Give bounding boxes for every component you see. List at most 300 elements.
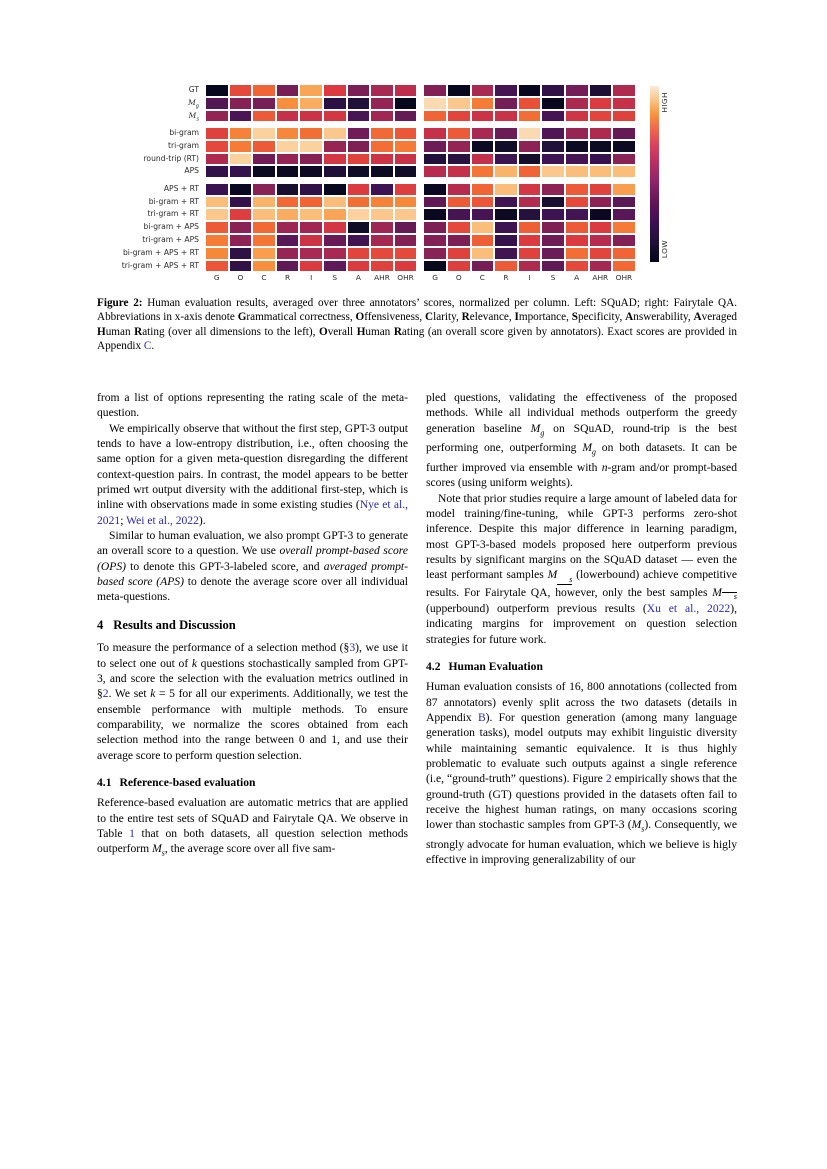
heatmap-cell xyxy=(205,140,229,153)
caption-abbrev-rest-3: elevance, xyxy=(469,311,515,324)
paragraph-left-5 xyxy=(97,795,408,861)
heatmap-row xyxy=(423,183,635,196)
heatmap-cell xyxy=(229,183,253,196)
paragraph-left-1 xyxy=(97,390,408,421)
heatmap-cell xyxy=(276,97,300,110)
heatmap-row-label: tri-gram + APS + RT xyxy=(121,260,199,270)
heatmap-row-label: $M_g$ xyxy=(187,97,199,110)
math-k-2: k xyxy=(150,687,156,701)
heatmap-cell xyxy=(252,234,276,247)
heatmap-cell xyxy=(370,234,394,247)
section-4-number: 4 xyxy=(97,617,104,632)
heatmap-cell xyxy=(276,110,300,123)
heatmap-cell xyxy=(394,247,418,260)
heatmap-cell xyxy=(447,84,471,97)
paragraph-left-4-text-b: ), we use it to select one out of xyxy=(97,641,408,670)
heatmap-cell xyxy=(299,196,323,209)
paragraph-left-2-text-b: ). xyxy=(198,513,206,527)
heatmap-cell xyxy=(589,153,613,166)
heatmap-cell xyxy=(252,84,276,97)
heatmap-row-labels xyxy=(97,84,205,272)
heatmap-row xyxy=(205,247,417,260)
paragraph-left-3-text-c: to denote the average score over all individual meta-questions. xyxy=(97,575,408,604)
heatmap-cell xyxy=(612,153,636,166)
heatmap-x-tick: I xyxy=(528,273,531,283)
heatmap-cell xyxy=(589,208,613,221)
figure-caption xyxy=(97,296,737,354)
heatmap-cell xyxy=(494,208,518,221)
heatmap-row xyxy=(205,221,417,234)
paragraph-left-3 xyxy=(97,528,408,605)
heatmap-cell xyxy=(471,234,495,247)
heatmap-cell xyxy=(541,183,565,196)
heatmap-cell xyxy=(471,153,495,166)
paragraph-left-2 xyxy=(97,421,408,528)
heatmap-row-label: round-trip (RT) xyxy=(143,153,199,163)
heatmap-cell xyxy=(252,183,276,196)
heatmap-row xyxy=(205,183,417,196)
heatmap-cell xyxy=(423,183,447,196)
heatmap-cell xyxy=(394,110,418,123)
heatmap-cell xyxy=(347,183,371,196)
heatmap-cell xyxy=(447,247,471,260)
paragraph-right-2-text-d: ), indicating margins for improvement on question selection strategies for future work. xyxy=(426,601,737,646)
heatmap-cell xyxy=(347,208,371,221)
heatmap-x-tick: AHR xyxy=(374,273,390,283)
heatmap-cell xyxy=(565,247,589,260)
caption-abbrev-rest-0: rammatical correctness, xyxy=(246,311,356,324)
heatmap-cell xyxy=(541,247,565,260)
paragraph-right-3-text-c: empirically shows that the ground-truth (GT) questions provided in the datasets often fail to receive the highest human ratings, on many occasions scoring lower than stochastic samples from GPT-3 ( xyxy=(426,772,737,832)
heatmap-cell xyxy=(612,165,636,178)
heatmap-cell xyxy=(229,247,253,260)
subsection-4-1-number: 4.1 xyxy=(97,775,112,789)
heatmap-x-tick: S xyxy=(332,273,338,283)
heatmap-cell xyxy=(612,247,636,260)
paragraph-right-1 xyxy=(426,390,737,491)
caption-bold-H: H xyxy=(97,325,106,338)
heatmap-cell xyxy=(229,196,253,209)
heatmap-cell xyxy=(370,127,394,140)
heatmap-cell xyxy=(347,247,371,260)
heatmap-cell xyxy=(323,127,347,140)
heatmap-cell xyxy=(494,153,518,166)
heatmap-cell xyxy=(276,140,300,153)
paragraph-left-4-text-c: questions stochastically sampled from GPT-3, and score the selection with the evaluation metrics outlined in § xyxy=(97,656,408,701)
paragraph-right-2-text-a: Note that prior studies require a large amount of labeled data for model training/fine-tuning, while GPT-3 performs zero-shot inference. Despite this major difference in learning paradigm, most GPT-3-based models proposed here outperform previous results by significant margins on the SQuAD dataset — even the least performant samples xyxy=(426,491,737,582)
heatmap-cell xyxy=(612,234,636,247)
heatmap-cell xyxy=(565,110,589,123)
heatmap-cell xyxy=(370,208,394,221)
caption-abbrev-bold-2: C xyxy=(425,311,434,324)
heatmap-cell xyxy=(394,153,418,166)
heatmap-cell xyxy=(299,165,323,178)
heatmap-row xyxy=(423,97,635,110)
heatmap-cell xyxy=(347,221,371,234)
heatmap-cell xyxy=(518,84,542,97)
heatmap-row xyxy=(205,110,417,123)
paragraph-right-2 xyxy=(426,491,737,647)
heatmap-row xyxy=(423,196,635,209)
heatmap-row xyxy=(423,247,635,260)
heatmap-cell xyxy=(494,183,518,196)
math-ms-upperbound: M $_s$ xyxy=(712,585,737,601)
heatmap-cell xyxy=(494,234,518,247)
heatmap-cell xyxy=(323,140,347,153)
heatmap-cell xyxy=(471,97,495,110)
heatmap-cell xyxy=(394,196,418,209)
heatmap-cell xyxy=(423,165,447,178)
heatmap-row-group xyxy=(423,84,635,122)
heatmap-cell xyxy=(471,127,495,140)
heatmap-row xyxy=(423,234,635,247)
heatmap-cell xyxy=(370,196,394,209)
heatmap-cell xyxy=(229,110,253,123)
heatmap-cell xyxy=(541,97,565,110)
heatmap-row xyxy=(205,84,417,97)
heatmap-cell xyxy=(518,247,542,260)
heatmap-x-tick: A xyxy=(355,273,361,283)
heatmap-cell xyxy=(323,165,347,178)
heatmap-cell xyxy=(323,110,347,123)
heatmap-cell xyxy=(370,260,394,273)
paragraph-left-4-text-a: To measure the performance of a selection method (§ xyxy=(97,641,350,655)
heatmap-x-tick: O xyxy=(455,273,462,283)
heatmap-cell xyxy=(589,260,613,273)
paragraph-left-5-text-c: , the average score over all five sam- xyxy=(164,842,336,856)
caption-bold-O: O xyxy=(318,325,328,338)
heatmap-cell xyxy=(347,127,371,140)
caption-text-7: ating (an overall score given by annotators). Exact scores are provided in Appendix xyxy=(97,325,738,353)
caption-bold-R2: R xyxy=(393,325,402,338)
heatmap-cell xyxy=(229,84,253,97)
heatmap-cell xyxy=(370,110,394,123)
heatmap-cell xyxy=(347,153,371,166)
paragraph-left-3-text-a: Similar to human evaluation, we also prompt GPT-3 to generate an overall score to a question. We use xyxy=(97,529,408,558)
paragraph-right-3-text-a: Human evaluation consists of 16, 800 annotations (collected from 87 annotators) evenly split across the two datasets (details in Appendix xyxy=(426,680,737,724)
heatmap-cell xyxy=(494,196,518,209)
heatmap-cell xyxy=(589,97,613,110)
heatmap-cell xyxy=(299,208,323,221)
heatmap-cell xyxy=(589,110,613,123)
paragraph-right-1-text-a: pled questions, validating the effectiveness of the proposed methods. While all individual methods outperform the greedy generation baseline xyxy=(426,391,737,435)
heatmap-row-label: GT xyxy=(188,85,199,94)
heatmap-cell xyxy=(565,165,589,178)
heatmap-cell xyxy=(299,183,323,196)
paragraph-right-2-text-c: (upperbound) outperform previous results ( xyxy=(426,601,647,615)
caption-abbrev-bold-6: A xyxy=(625,311,634,324)
appendix-b-link[interactable]: B xyxy=(477,710,486,724)
heatmap-row xyxy=(423,153,635,166)
heatmap-row-group xyxy=(423,183,635,273)
heatmap-row xyxy=(423,221,635,234)
heatmap-row xyxy=(423,140,635,153)
heatmap-cell xyxy=(423,84,447,97)
heatmap-cell xyxy=(565,221,589,234)
figure-2 xyxy=(97,84,737,282)
heatmap-cell xyxy=(205,110,229,123)
heatmap-cell xyxy=(565,234,589,247)
colorbar-low-label: LOW xyxy=(659,239,669,258)
heatmap-cell xyxy=(370,84,394,97)
paragraph-left-4-text-d: . We set xyxy=(108,687,151,701)
heatmap-cell xyxy=(494,260,518,273)
caption-text-3: uman xyxy=(105,325,135,338)
heatmap-panels xyxy=(205,84,636,282)
heatmap-cell xyxy=(541,127,565,140)
citation-separator: ; xyxy=(120,513,127,527)
heatmap-cell xyxy=(299,221,323,234)
caption-text-4: ating (over all dimensions to the left), xyxy=(142,325,319,338)
heatmap-cell xyxy=(394,260,418,273)
heatmap-cell xyxy=(541,208,565,221)
heatmap-cell xyxy=(394,234,418,247)
heatmap-row-group xyxy=(205,84,417,122)
citation-xu-2022[interactable]: Xu et al., 2022 xyxy=(646,601,731,615)
heatmap-cell xyxy=(205,84,229,97)
heatmap-cell xyxy=(447,153,471,166)
heatmap-cell xyxy=(347,110,371,123)
caption-abbrev-rest-5: pecificity, xyxy=(578,311,626,324)
subsection-4-1-title: Reference-based evaluation xyxy=(119,775,256,789)
heatmap-cell xyxy=(612,84,636,97)
heatmap-cell xyxy=(447,234,471,247)
heatmap-cell xyxy=(565,127,589,140)
heatmap-row-group xyxy=(205,127,417,178)
heatmap-cell xyxy=(423,247,447,260)
caption-text-2: veraged xyxy=(701,311,737,324)
heatmap-cell xyxy=(252,208,276,221)
heatmap-cell xyxy=(494,127,518,140)
heatmap-cell xyxy=(347,97,371,110)
heatmap-x-tick: S xyxy=(550,273,556,283)
heatmap-row-label: $M_s$ xyxy=(188,110,199,123)
heatmap-cell xyxy=(565,97,589,110)
heatmap-cell xyxy=(252,196,276,209)
heatmap-x-tick: I xyxy=(310,273,313,283)
heatmap-x-tick: R xyxy=(503,273,509,283)
heatmap-cell xyxy=(447,127,471,140)
heatmap-cell xyxy=(205,234,229,247)
heatmap-row xyxy=(205,97,417,110)
heatmap-x-axis xyxy=(423,273,635,282)
term-aps: averaged prompt-based score (APS) xyxy=(97,559,408,589)
heatmap-row xyxy=(205,165,417,178)
heatmap-cell xyxy=(323,221,347,234)
body-column-left xyxy=(97,390,408,861)
heatmap-x-tick: G xyxy=(432,273,438,283)
heatmap-cell xyxy=(252,221,276,234)
caption-bold-H2: H xyxy=(356,325,366,338)
heatmap-cell xyxy=(541,110,565,123)
heatmap-cell xyxy=(471,110,495,123)
heatmap-cell xyxy=(471,221,495,234)
heatmap-cell xyxy=(299,110,323,123)
heatmap-cell xyxy=(589,183,613,196)
heatmap-row-label: bi-gram + RT xyxy=(148,196,199,206)
math-mg-1: $M_g$ xyxy=(530,421,545,437)
heatmap-row-label: bi-gram + APS xyxy=(143,222,199,232)
heatmap-cell xyxy=(518,165,542,178)
heatmap-cell xyxy=(518,127,542,140)
caption-text-5: verall xyxy=(327,325,357,338)
heatmap-cell xyxy=(252,97,276,110)
heatmap-cell xyxy=(447,183,471,196)
heatmap-row xyxy=(205,260,417,273)
heatmap-cell xyxy=(589,234,613,247)
heatmap-row xyxy=(423,84,635,97)
heatmap-panel-squad xyxy=(205,84,417,282)
heatmap-cell xyxy=(276,260,300,273)
heatmap-cell xyxy=(494,140,518,153)
heatmap-cell xyxy=(394,183,418,196)
heatmap-cell xyxy=(494,84,518,97)
caption-text-6: uman xyxy=(365,325,394,338)
heatmap-row-label: APS xyxy=(184,166,199,176)
heatmap-cell xyxy=(518,221,542,234)
heatmap-cell xyxy=(252,260,276,273)
colorbar xyxy=(650,84,673,262)
heatmap-cell xyxy=(347,140,371,153)
caption-label: Figure 2: xyxy=(97,297,143,309)
heatmap-row xyxy=(423,110,635,123)
heatmap-cell xyxy=(565,84,589,97)
figure-2-link[interactable]: 2 xyxy=(605,772,612,786)
heatmap-x-tick: C xyxy=(479,273,485,283)
heatmap-cell xyxy=(299,140,323,153)
heatmap-cell xyxy=(229,153,253,166)
heatmap-cell xyxy=(205,196,229,209)
heatmap-cell xyxy=(541,221,565,234)
heatmap-cell xyxy=(276,127,300,140)
heatmap-cell xyxy=(394,84,418,97)
heatmap-cell xyxy=(394,165,418,178)
heatmap-cell xyxy=(323,208,347,221)
heatmap-cell xyxy=(205,153,229,166)
caption-bold-A: A xyxy=(693,311,702,324)
heatmap-cell xyxy=(205,247,229,260)
heatmap-cell xyxy=(541,84,565,97)
heatmap-cell xyxy=(205,183,229,196)
heatmap-row xyxy=(423,260,635,273)
heatmap-cell xyxy=(471,165,495,178)
heatmap-row xyxy=(423,127,635,140)
paragraph-right-2-text-b: (lowerbound) achieve competitive results. For Fairytale QA, however, only the best samples xyxy=(426,568,737,599)
heatmap-row xyxy=(205,153,417,166)
heatmap-cell xyxy=(394,208,418,221)
heatmap-cell xyxy=(347,84,371,97)
heatmap-row xyxy=(205,140,417,153)
heatmap-cell xyxy=(323,247,347,260)
heatmap-cell xyxy=(299,260,323,273)
heatmap-cell xyxy=(347,196,371,209)
caption-abbrev-rest-1: ffensiveness, xyxy=(364,311,426,324)
heatmap-cell xyxy=(229,208,253,221)
heatmap-cell xyxy=(370,221,394,234)
heatmap-cell xyxy=(423,153,447,166)
heatmap-row-label: bi-gram xyxy=(169,127,199,137)
colorbar-high-label: HIGH xyxy=(659,92,669,113)
heatmap-cell xyxy=(323,84,347,97)
citation-nye-2021[interactable]: Nye et al., 2021 xyxy=(97,498,408,527)
heatmap-cell xyxy=(423,208,447,221)
section-3-link[interactable]: 3 xyxy=(349,641,356,655)
paragraph-right-3-text-b: ). For question generation (among many language generation tasks), model outputs may exhibit linguistic diversity while maintaining semantic equivalence. It is thus highly problematic to evaluate such outputs against a single reference (i.e, “ground-truth” questions). Figure xyxy=(426,710,737,786)
appendix-c-link[interactable]: C xyxy=(143,340,152,353)
heatmap-cell xyxy=(518,140,542,153)
heatmap-x-tick: R xyxy=(285,273,291,283)
heatmap-cell xyxy=(423,234,447,247)
caption-abbreviations xyxy=(238,311,694,323)
heatmap-cell xyxy=(447,165,471,178)
heatmap-x-tick: A xyxy=(574,273,580,283)
heatmap-cell xyxy=(323,196,347,209)
heatmap-cell xyxy=(612,127,636,140)
heatmap-cell xyxy=(205,127,229,140)
citation-wei-2022[interactable]: Wei et al., 2022 xyxy=(126,513,199,527)
heatmap-row xyxy=(205,208,417,221)
heatmap-cell xyxy=(252,110,276,123)
heatmap-cell xyxy=(252,153,276,166)
heatmap-row-label: tri-gram + APS xyxy=(142,234,199,244)
paragraph-left-1-text: from a list of options representing the rating scale of the meta-question. xyxy=(97,391,408,420)
heatmap-cell xyxy=(323,153,347,166)
heatmap-x-tick: AHR xyxy=(592,273,609,283)
heatmap-cell xyxy=(494,221,518,234)
table-1-link[interactable]: 1 xyxy=(129,826,135,840)
heatmap-cell xyxy=(447,140,471,153)
heatmap-cell xyxy=(541,260,565,273)
heatmap-cell xyxy=(229,97,253,110)
heatmap-cell xyxy=(471,247,495,260)
heatmap-cell xyxy=(494,247,518,260)
heatmap-x-tick: OHR xyxy=(397,273,414,283)
heatmap-cell xyxy=(205,97,229,110)
paragraph-left-4 xyxy=(97,640,408,763)
subsection-4-2-number: 4.2 xyxy=(426,659,441,673)
heatmap-cell xyxy=(541,140,565,153)
heatmap-cell xyxy=(347,165,371,178)
heatmap-row xyxy=(423,165,635,178)
heatmap-cell xyxy=(494,110,518,123)
heatmap-cell xyxy=(447,208,471,221)
math-n: n xyxy=(601,461,608,474)
heatmap-cell xyxy=(276,247,300,260)
caption-period: . xyxy=(151,340,155,353)
heatmap-cell xyxy=(370,165,394,178)
heatmap-cell xyxy=(447,110,471,123)
heatmap-cell xyxy=(612,183,636,196)
heatmap-cell xyxy=(447,260,471,273)
heatmap-cell xyxy=(494,97,518,110)
heatmap-cell xyxy=(612,260,636,273)
heatmap-cell xyxy=(299,234,323,247)
math-ms-right: $M_s$ xyxy=(631,818,645,834)
heatmap-cell xyxy=(447,196,471,209)
body-column-right xyxy=(426,390,737,868)
heatmap-cell xyxy=(276,196,300,209)
heatmap-cell xyxy=(299,97,323,110)
heatmap-cell xyxy=(370,140,394,153)
math-ms-lowerbound: M $_s$ xyxy=(547,568,573,584)
math-mg-2: $M_g$ xyxy=(582,441,596,457)
heatmap-x-tick: O xyxy=(237,273,244,283)
heatmap-cell xyxy=(229,234,253,247)
math-ms-left: $M_s$ xyxy=(152,842,165,858)
heatmap-cell xyxy=(471,140,495,153)
section-2-link[interactable]: 2 xyxy=(102,687,109,701)
heatmap-cell xyxy=(276,165,300,178)
